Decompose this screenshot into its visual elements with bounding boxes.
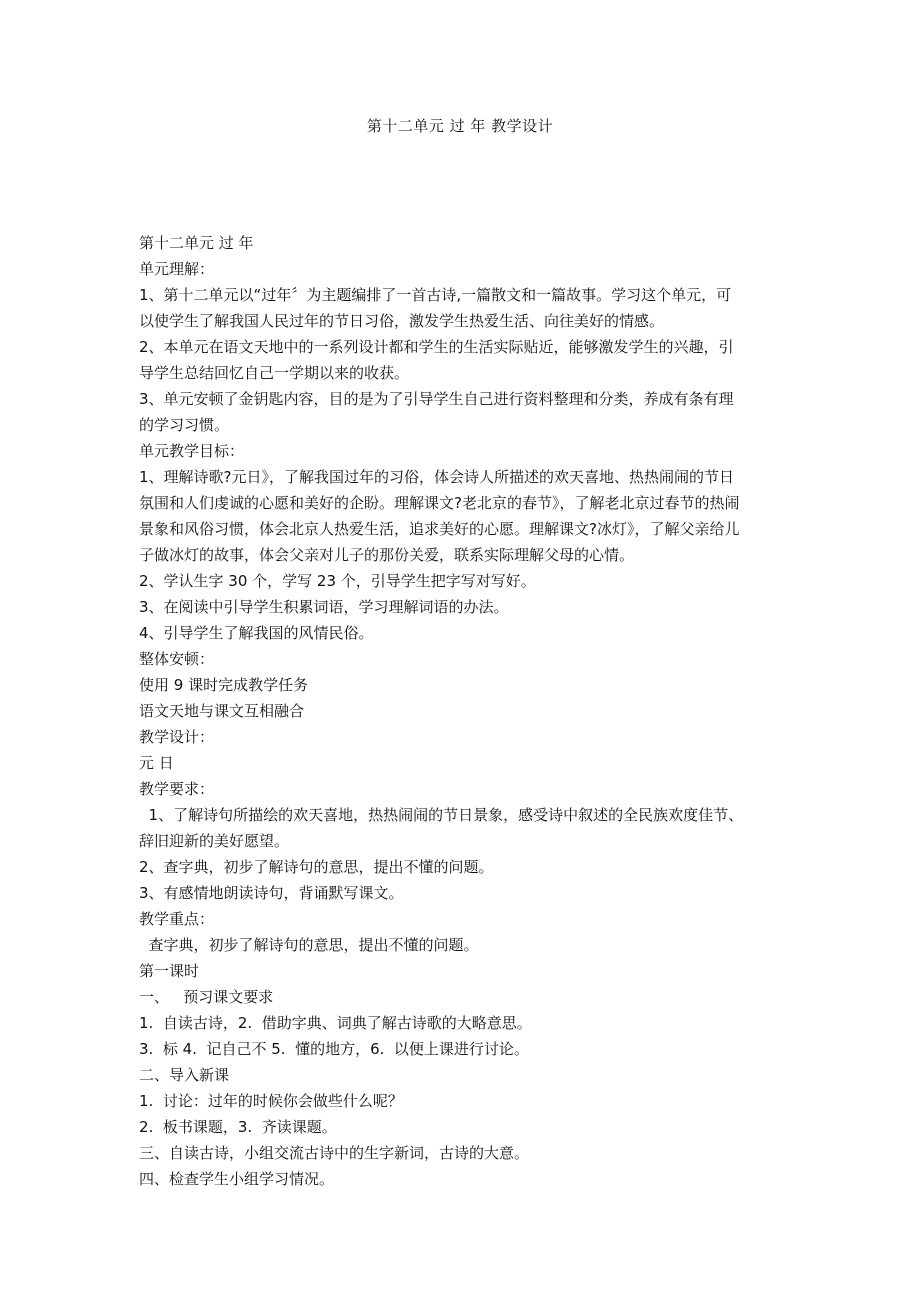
paragraph-line: 2、查字典，初步了解诗句的意思，提出不懂的问题。 (139, 858, 494, 876)
paragraph-line: 1. 自读古诗，2. 借助字典、词典了解古诗歌的大略意思。 (139, 1014, 532, 1032)
paragraph-line: 的学习习惯。 (139, 416, 230, 434)
paragraph-line: 氛围和人们虔诚的心愿和美好的企盼。理解课文?老北京的春节》，了解老北京过春节的热闹 (139, 494, 740, 512)
paragraph-line: 4、引导学生了解我国的风情民俗。 (139, 624, 374, 642)
paragraph-line: 1、了解诗句所描绘的欢天喜地，热热闹闹的节日景象，感受诗中叙述的全民族欢度佳节、 (139, 806, 744, 824)
paragraph-line: 查字典，初步了解诗句的意思，提出不懂的问题。 (139, 936, 479, 954)
paragraph-line: 三、自读古诗，小组交流古诗中的生字新词，古诗的大意。 (139, 1144, 530, 1162)
unit-heading: 第十二单元 过 年 (139, 234, 254, 252)
paragraph-line: 导学生总结回忆自己一学期以来的收获。 (139, 364, 410, 382)
paragraph-line: 以使学生了解我国人民过年的节日习俗，激发学生热爱生活、向往美好的情感。 (139, 312, 665, 330)
section-heading-teaching-requirements: 教学要求： (139, 780, 215, 798)
lesson-title: 元 日 (139, 754, 174, 772)
section-heading-first-lesson: 第一课时 (139, 962, 200, 980)
paragraph-line: 1、理解诗歌?元日》，了解我国过年的习俗，体会诗人所描述的欢天喜地、热热闹闹的节日 (139, 468, 735, 486)
paragraph-line: 1. 讨论：过年的时候你会做些什么呢？ (139, 1092, 403, 1110)
section-heading-unit-understanding: 单元理解： (139, 260, 215, 278)
paragraph-line: 3. 标 4. 记自己不 5. 懂的地方，6. 以便上课进行讨论。 (139, 1040, 529, 1058)
paragraph-line: 3、单元安顿了金钥匙内容，目的是为了引导学生自己进行资料整理和分类，养成有条有理 (139, 390, 734, 408)
paragraph-line: 3、有感情地朗读诗句，背诵默写课文。 (139, 884, 404, 902)
section-heading-unit-goals: 单元教学目标： (139, 442, 245, 460)
paragraph-line: 使用 9 课时完成教学任务 (139, 676, 309, 694)
paragraph-line: 景象和风俗习惯，体会北京人热爱生活，追求美好的心愿。理解课文?冰灯》，了解父亲给儿 (139, 520, 740, 538)
paragraph-line: 子做冰灯的故事，体会父亲对儿子的那份关爱，联系实际理解父母的心情。 (139, 546, 635, 564)
document-body (139, 230, 799, 1192)
document-title: 第十二单元 过 年 教学设计 (366, 117, 554, 135)
section-heading-key-points: 教学重点： (139, 910, 215, 928)
paragraph-line: 辞旧迎新的美好愿望。 (139, 832, 290, 850)
section-heading-overall-arrangement: 整体安顿： (139, 650, 215, 668)
paragraph-line: 四、检查学生小组学习情况。 (139, 1170, 335, 1188)
paragraph-line: 二、导入新课 (139, 1066, 230, 1084)
paragraph-line: 2、本单元在语文天地中的一系列设计都和学生的生活实际贴近，能够激发学生的兴趣，引 (139, 338, 734, 356)
paragraph-line: 一、 预习课文要求 (139, 988, 274, 1006)
paragraph-line: 3、在阅读中引导学生积累词语，学习理解词语的办法。 (139, 598, 509, 616)
section-heading-teaching-design: 教学设计： (139, 728, 215, 746)
paragraph-line: 2. 板书课题，3. 齐读课题。 (139, 1118, 337, 1136)
paragraph-line: 语文天地与课文互相融合 (139, 702, 305, 720)
paragraph-line: 2、学认生字 30 个，学写 23 个，引导学生把字写对写好。 (139, 572, 536, 590)
paragraph-line: 1、第十二单元以“过年〞为主题编排了一首古诗,一篇散文和一篇故事。学习这个单元，可 (139, 286, 732, 304)
